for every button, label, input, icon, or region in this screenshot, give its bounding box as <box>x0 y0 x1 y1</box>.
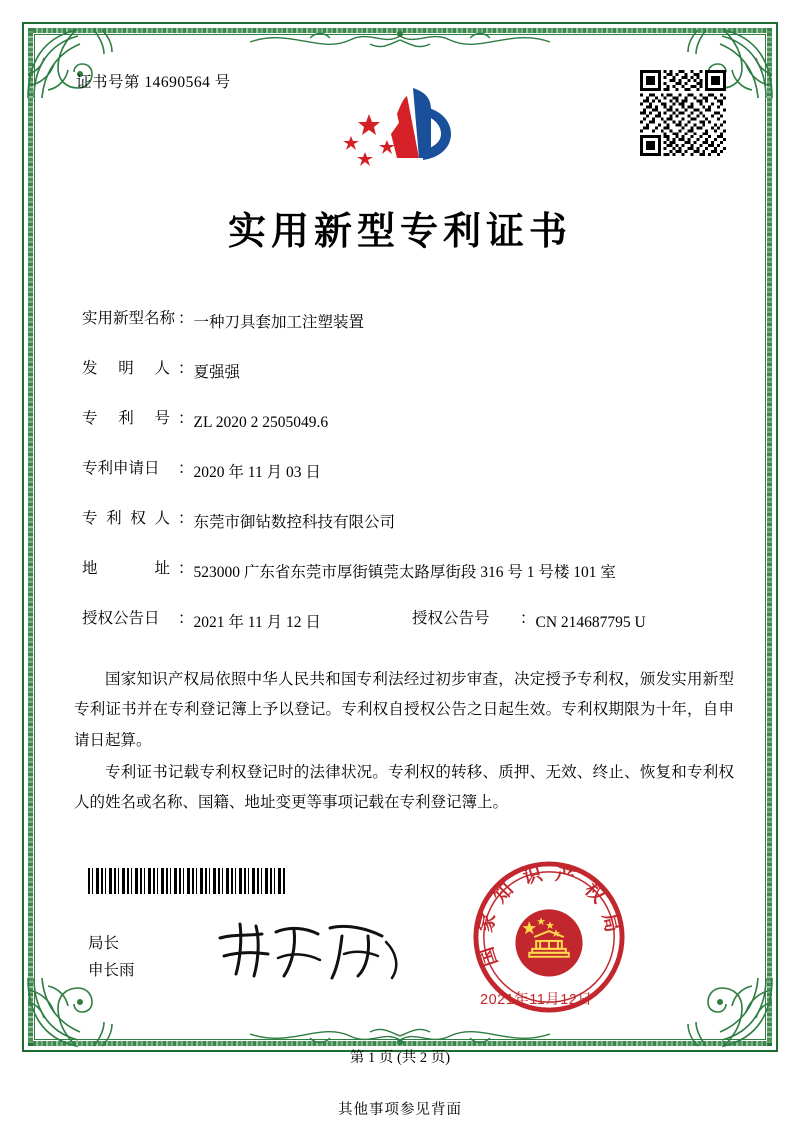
field-row-inventor <box>82 361 740 385</box>
footer-note: 其他事项参见背面 <box>338 1102 462 1118</box>
field-label: 实用新型名称 <box>82 310 176 327</box>
edge-flourish-icon <box>250 24 550 58</box>
cnipa-logo-icon <box>335 80 465 190</box>
legal-text <box>60 665 740 818</box>
label-char: 专 <box>82 510 98 528</box>
field-colon: ： <box>178 310 194 327</box>
field-value-inventor: 夏强强 <box>193 364 241 382</box>
label-char: 人 <box>154 360 170 378</box>
label-char: 址 <box>154 560 170 578</box>
label-char: 人 <box>154 510 170 528</box>
svg-text:权: 权 <box>580 879 609 908</box>
field-value-patent-number: ZL 2020 2 2505049.6 <box>193 414 329 432</box>
field-label: 专利申请日 <box>82 460 160 478</box>
field-value-application-date: 2020 年 11 月 03 日 <box>193 464 321 482</box>
field-row-patentee <box>82 511 740 535</box>
director-block <box>88 930 135 984</box>
border-band-left <box>28 28 33 1046</box>
field-label-text <box>82 561 170 577</box>
field-grant-number <box>412 611 740 635</box>
field-label-text <box>82 511 170 527</box>
field-list <box>60 311 740 635</box>
certificate-content <box>60 70 740 820</box>
field-label <box>82 561 178 577</box>
director-label: 局长 <box>88 935 120 952</box>
field-value-address: 523000 广东省东莞市厚街镇莞太路厚街段 316 号 1 号楼 101 室 <box>193 564 616 582</box>
label-char: 专 <box>82 410 98 428</box>
svg-text:知: 知 <box>489 879 518 908</box>
label-char: 利 <box>106 510 122 528</box>
svg-text:家: 家 <box>475 911 501 935</box>
field-label <box>82 411 178 427</box>
label-char: 权 <box>130 510 146 528</box>
field-colon: ： <box>178 460 194 478</box>
label-char: 号 <box>154 410 170 428</box>
seal-date: 2021年11月12日 <box>480 992 593 1008</box>
field-row-utility-model-name <box>82 311 740 335</box>
label-char: 发 <box>82 360 98 378</box>
border-band-right <box>767 28 772 1046</box>
svg-text:识: 识 <box>520 863 545 889</box>
legal-paragraph-1: 国家知识产权局依照中华人民共和国专利法经过初步审查，决定授予专利权，颁发实用新型专利证书并在专利登记簿上予以登记。专利权自授权公告之日起生效。专利权期限为十年，自申请日起算。 <box>74 671 734 749</box>
field-colon: ： <box>178 360 194 378</box>
svg-text:国: 国 <box>476 944 503 969</box>
label-char: 利 <box>118 410 134 428</box>
barcode <box>88 868 286 894</box>
field-label: 授权公告号 <box>412 610 490 628</box>
field-value-patentee: 东莞市御钻数控科技有限公司 <box>193 514 396 532</box>
svg-text:局: 局 <box>597 911 623 935</box>
field-colon: ： <box>178 610 194 628</box>
field-label <box>82 361 178 377</box>
page-title: 实用新型专利证书 <box>227 211 572 253</box>
label-char: 地 <box>82 560 98 578</box>
director-name: 申长雨 <box>88 962 135 980</box>
field-label <box>82 511 178 527</box>
field-value-utility-model-name: 一种刀具套加工注塑装置 <box>193 314 365 331</box>
corner-ornament-icon <box>684 974 776 1052</box>
field-row-application-date <box>82 461 740 485</box>
qr-code <box>640 70 726 156</box>
field-value-grant-date: 2021 年 11 月 12 日 <box>193 614 321 632</box>
svg-text:产: 产 <box>553 863 578 889</box>
label-char: 明 <box>118 360 134 378</box>
handwritten-signature-icon <box>210 916 410 986</box>
field-colon: ： <box>520 610 536 628</box>
field-label-text <box>82 361 170 377</box>
corner-ornament-icon <box>24 974 116 1052</box>
legal-paragraph-2: 专利证书记载专利权登记时的法律状况。专利权的转移、质押、无效、终止、恢复和专利权人的姓名或名称、国籍、地址变更等事项记载在专利登记簿上。 <box>74 763 734 811</box>
field-row-address <box>82 561 740 585</box>
page-indicator: 第 1 页 (共 2 页) <box>349 1050 451 1066</box>
field-colon: ： <box>178 560 194 578</box>
field-row-grant <box>82 611 740 635</box>
field-colon: ： <box>178 410 194 428</box>
certificate-number: 证书号第 14690564 号 <box>76 74 231 91</box>
field-label-text <box>82 411 170 427</box>
field-grant-date <box>82 611 412 635</box>
field-value-grant-number: CN 214687795 U <box>535 614 646 632</box>
field-colon: ： <box>178 510 194 528</box>
field-row-patent-number <box>82 411 740 435</box>
field-label: 授权公告日 <box>82 610 160 628</box>
